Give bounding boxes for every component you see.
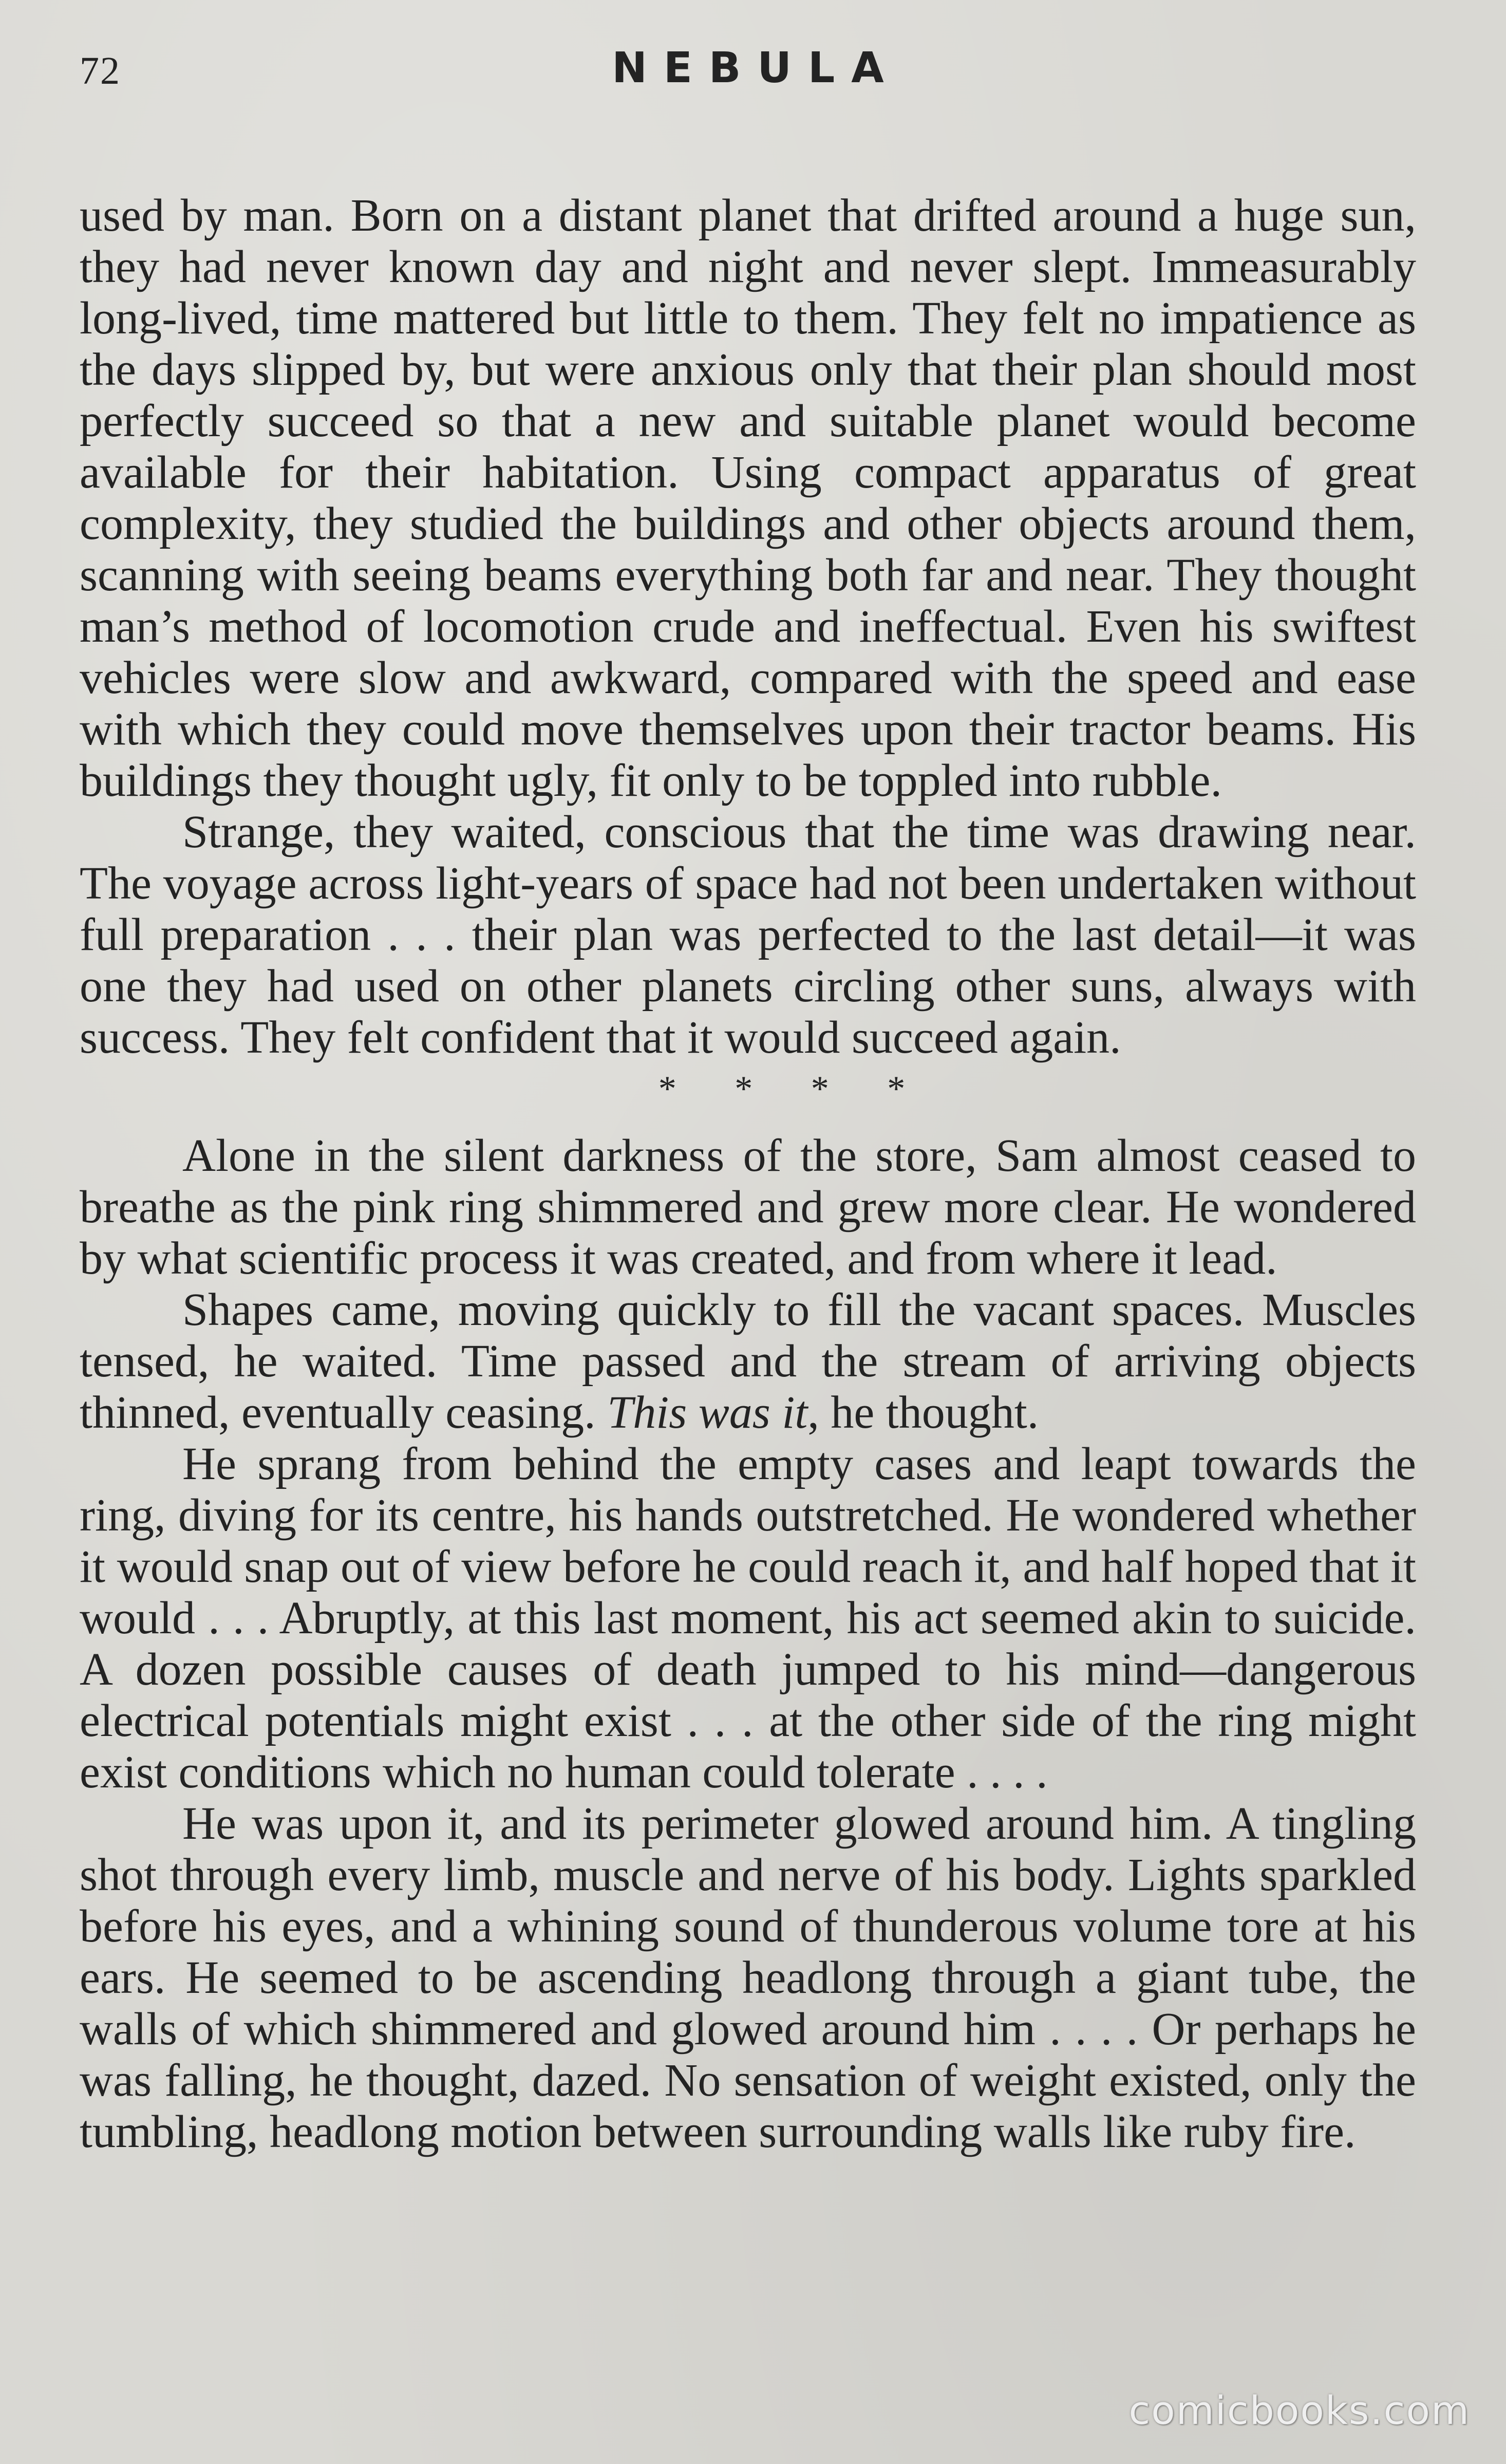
paragraph-1: used by man. Born on a distant planet that drifted around a huge sun, they had never known day and night and never slept. Immeasurably long-lived, time mattered but little to them. They felt no impatience as the days slipped by, but were anxious only that their plan should most perfectly succeed so that a new and suitable planet would become available for their habitation. Using compact apparatus of great complexity, they studied the buildings and other objects around them, scanning with seeing beams everything both far and near. They thought man’s method of locomotion crude and ineffectual. Even his swiftest vehicles were slow and awkward, compared with the speed and ease with which they could move themselves upon their tractor beams. His buildings they thought ugly, fit only to be toppled into rubble. [80, 190, 1416, 806]
paragraph-4 [80, 1284, 1416, 1439]
magazine-title: NEBULA [612, 44, 900, 92]
section-separator: * * * * [658, 1069, 930, 1109]
paragraph-6: He was upon it, and its perimeter glowed around him. A tingling shot through every limb, muscle and nerve of his body. Lights sparkled before his eyes, and a whining sound of thunderous volume tore at his ears. He seemed to be ascending headlong through a giant tube, the walls of which shimmered and glowed around him . . . . Or perhaps he was falling, he thought, dazed. No sensation of weight existed, only the tumbling, headlong motion between surrounding walls like ruby fire. [80, 1798, 1416, 2157]
paragraph-5: He sprang from behind the empty cases and leapt towards the ring, diving for its centre, his hands outstretched. He wondered whether it would snap out of view before he could reach it, and half hoped that it would . . . Abruptly, at this last moment, his act seemed akin to suicide. A dozen possible causes of death jumped to his mind—dangerous electrical potentials might exist . . . at the other side of the ring might exist conditions which no human could tolerate . . . . [80, 1439, 1416, 1798]
paragraph-4-text: Shapes came, moving quickly to fill the vacant spaces. Muscles tensed, he waited. Time passed and the stream of arriving objects thinned, eventually ceasing. [80, 1284, 1416, 1438]
story-text [80, 190, 1416, 2158]
paragraph-4-emphasis: This was it [607, 1387, 808, 1438]
paragraph-2: Strange, they waited, conscious that the time was drawing near. The voyage across light-years of space had not been undertaken without full preparation . . . their plan was perfected to the last detail—it was one they had used on other planets circling other suns, always with success. They felt confident that it would succeed again. [80, 807, 1416, 1063]
page-number: 72 [80, 49, 121, 92]
source-watermark: comicbooks.com [1128, 2387, 1470, 2433]
paragraph-3: Alone in the silent darkness of the store, Sam almost ceased to breathe as the pink ring shimmered and grew more clear. He wondered by what scientific process it was created, and from where it lead. [80, 1130, 1416, 1284]
paragraph-4-end: , he thought. [807, 1387, 1039, 1438]
page-header [80, 44, 1416, 105]
